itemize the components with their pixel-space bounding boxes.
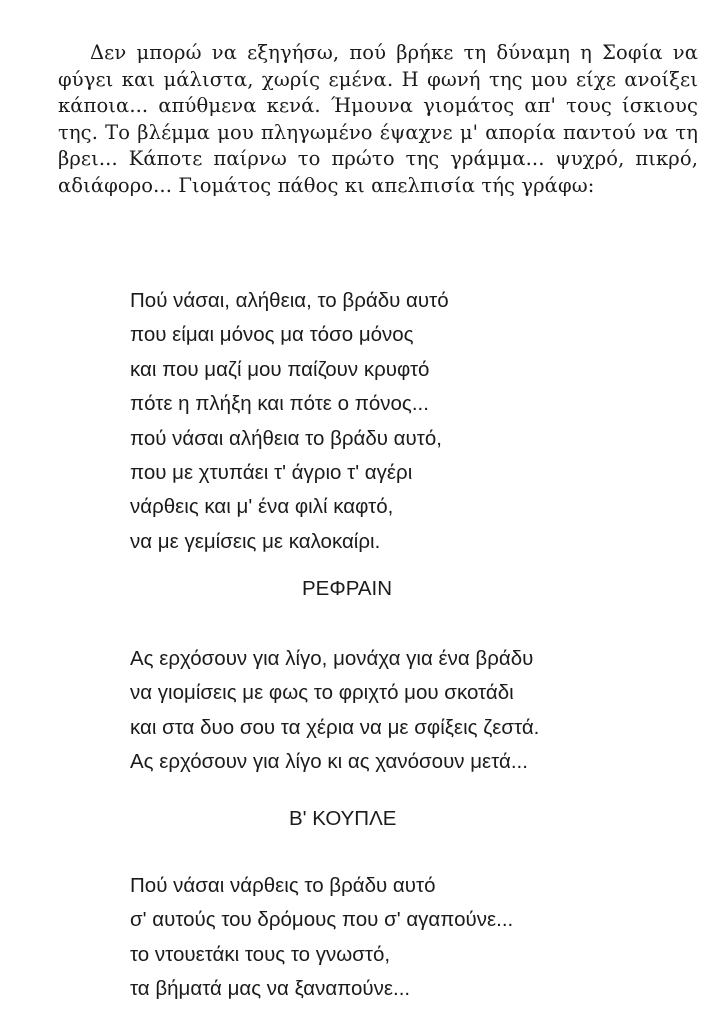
verse-line: το ντουετάκι τους το γνωστό,: [130, 942, 391, 966]
verse-line: που με χτυπάει τ' άγριο τ' αγέρι: [130, 461, 413, 485]
refrain-line: να γιομίσεις με φως το φριχτό μου σκοτάδι: [130, 681, 514, 705]
verse-line: Πού νάσαι νάρθεις το βράδυ αυτό: [130, 874, 436, 897]
second-couplet-heading: Β' ΚΟΥΠΛΕ: [289, 807, 397, 830]
refrain-line: Ας ερχόσουν για λίγο κι ας χανόσουν μετά...: [130, 750, 528, 774]
verse-line: σ' αυτούς του δρόμους που σ' αγαπούνε...: [130, 908, 514, 932]
verse-line: που είμαι μόνος μα τόσο μόνος: [130, 323, 414, 347]
verse-line: πού νάσαι αλήθεια το βράδυ αυτό,: [130, 426, 442, 450]
verse-line: Πού νάσαι, αλήθεια, το βράδυ αυτό: [130, 289, 449, 312]
intro-paragraph: Δεν μπορώ να εξηγήσω, πού βρήκε τη δύναμη η Σοφία να φύγει και μάλιστα, χωρίς εμένα. Η φωνή της μου είχε ανοίξει κάποια... απύθμενα κενά. Ήμουνα γιομάτος απ' τους ίσκιους της. Το βλέμμα μου πληγωμένο έψαχνε μ' απορία παντού να τη βρει... Κάποτε παίρνω το πρώτο της γράμμα... ψυχρό, πικρό, αδιάφορο... Γιομάτος πάθος κι απελπισία τής γράφω:: [58, 41, 698, 197]
verse-first: [130, 284, 449, 559]
verse-line: πότε η πλήξη και πότε ο πόνος...: [130, 392, 429, 416]
verse-line: νάρθεις και μ' ένα φιλί καφτό,: [130, 495, 394, 519]
verse-line: και που μαζί μου παίζουν κρυφτό: [130, 357, 430, 381]
refrain-heading: ΡΕΦΡΑΙΝ: [302, 577, 393, 600]
refrain-stanza: [130, 642, 539, 780]
verse-line: να με γεμίσεις με καλοκαίρι.: [130, 529, 381, 553]
verse-line: τα βήματά μας να ξαναπούνε...: [130, 977, 411, 1001]
verse-second: [130, 869, 513, 1007]
refrain-line: Ας ερχόσουν για λίγο, μονάχα για ένα βράδυ: [130, 647, 534, 670]
refrain-line: και στα δυο σου τα χέρια να με σφίξεις ζεστά.: [130, 715, 540, 739]
